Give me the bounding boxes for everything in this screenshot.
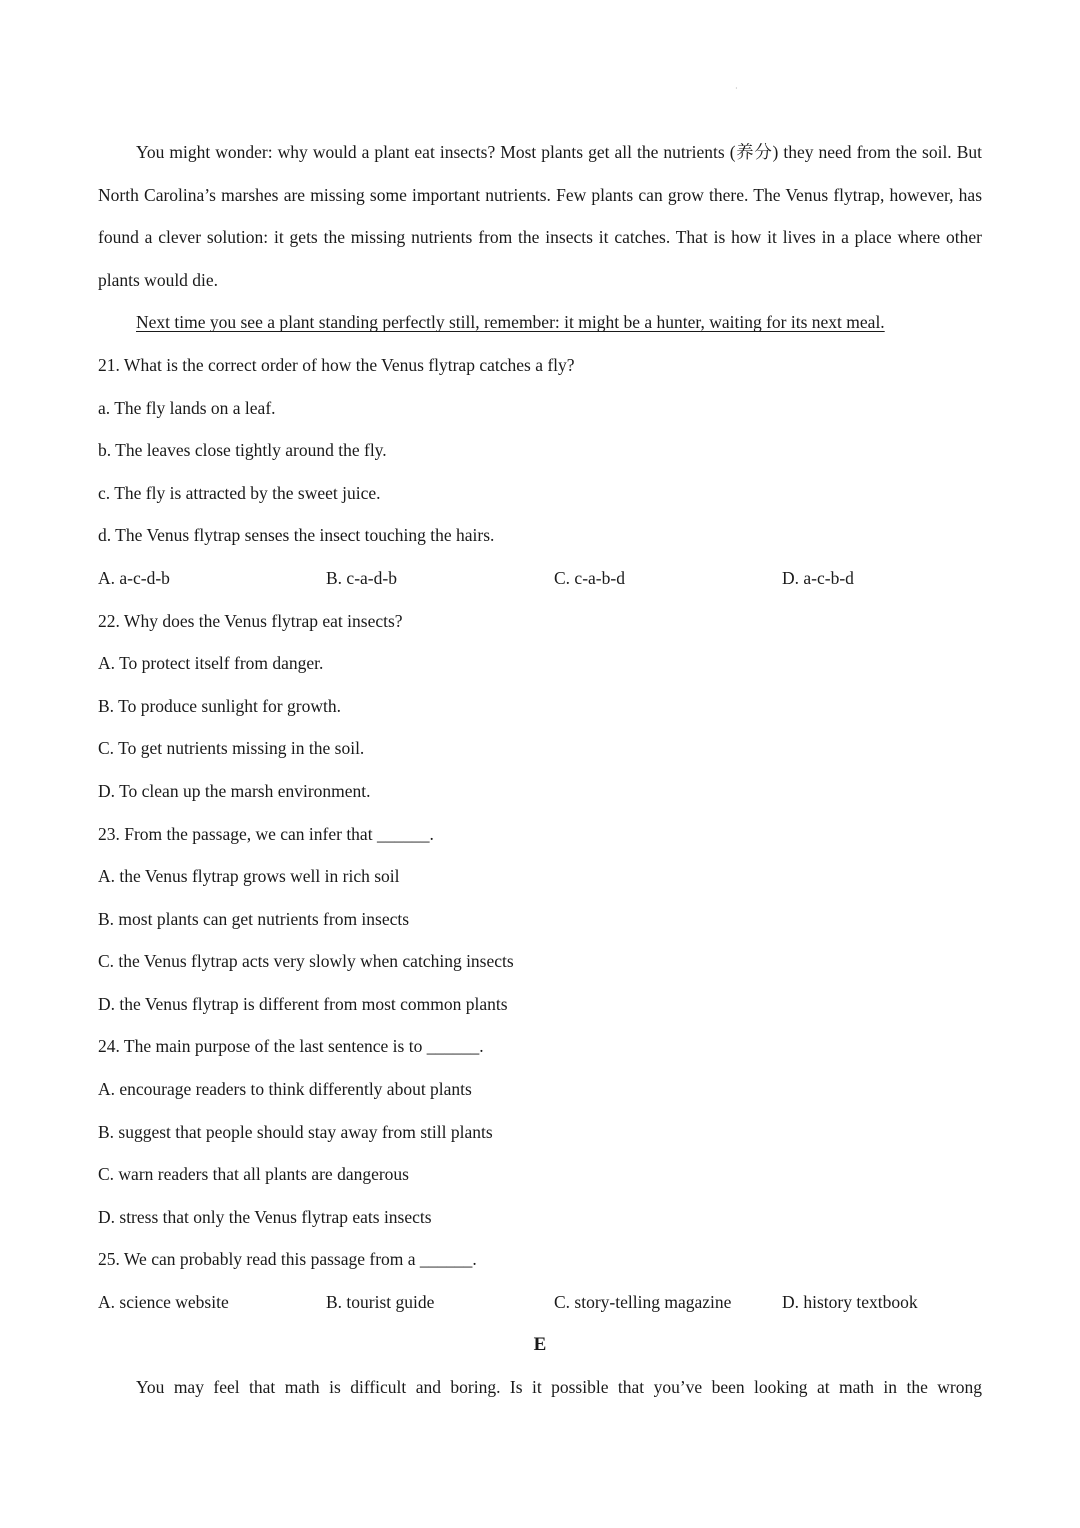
passage-paragraph-2: [98, 301, 982, 344]
q21-step-c: c. The fly is attracted by the sweet juice.: [98, 482, 381, 503]
q21-option-c: C. c-a-b-d: [554, 567, 625, 588]
q22-option-c: C. To get nutrients missing in the soil.: [98, 738, 365, 759]
question-21-options: [98, 557, 982, 600]
q23-option-b: B. most plants can get nutrients from insects: [98, 908, 410, 929]
page-content: [98, 131, 982, 1409]
q25-option-a: A. science website: [98, 1292, 229, 1313]
passage-paragraph-1: You might wonder: why would a plant eat insects? Most plants get all the nutrients (养分) they need from the soil. But North Carolina’s marshes are missing some important nutrients. Few plants can grow there. The Venus flytrap, however, has found a clever solution: it gets the missing nutrients from the insects it catches. That is how it lives in a place where other plants would die.: [98, 142, 982, 290]
question-22-stem: 22. Why does the Venus flytrap eat insects?: [98, 610, 403, 631]
q21-step-a: a. The fly lands on a leaf.: [98, 397, 276, 418]
q22-option-b: B. To produce sunlight for growth.: [98, 695, 341, 716]
q24-option-c: C. warn readers that all plants are dangerous: [98, 1164, 409, 1185]
question-25-options: [98, 1281, 982, 1324]
q22-option-d: D. To clean up the marsh environment.: [98, 780, 371, 801]
question-23-stem: 23. From the passage, we can infer that ______.: [98, 823, 434, 844]
q22-option-a: A. To protect itself from danger.: [98, 653, 324, 674]
page-mark: ·: [735, 84, 738, 93]
q23-option-c: C. the Venus flytrap acts very slowly when catching insects: [98, 951, 514, 972]
underlined-sentence: Next time you see a plant standing perfectly still, remember: it might be a hunter, waiting for its next meal.: [136, 312, 885, 333]
q23-option-a: A. the Venus flytrap grows well in rich soil: [98, 866, 400, 887]
q25-option-d: D. history textbook: [782, 1292, 918, 1313]
q21-option-b: B. c-a-d-b: [326, 567, 397, 588]
question-25-stem: 25. We can probably read this passage from a ______.: [98, 1249, 477, 1270]
question-21-stem: 21. What is the correct order of how the Venus flytrap catches a fly?: [98, 354, 575, 375]
q24-option-d: D. stress that only the Venus flytrap eats insects: [98, 1206, 432, 1227]
q25-option-b: B. tourist guide: [326, 1292, 435, 1313]
q21-step-d: d. The Venus flytrap senses the insect touching the hairs.: [98, 525, 495, 546]
q23-option-d: D. the Venus flytrap is different from most common plants: [98, 993, 508, 1014]
q24-option-b: B. suggest that people should stay away from still plants: [98, 1121, 493, 1142]
q24-option-a: A. encourage readers to think differently about plants: [98, 1079, 472, 1100]
q21-step-b: b. The leaves close tightly around the fly.: [98, 440, 387, 461]
section-e-paragraph-1: You may feel that math is difficult and boring. Is it possible that you’ve been looking at math in the wrong: [136, 1377, 982, 1398]
q21-option-a: A. a-c-d-b: [98, 567, 170, 588]
q21-option-d: D. a-c-b-d: [782, 567, 854, 588]
section-e-heading: E: [533, 1333, 547, 1355]
question-24-stem: 24. The main purpose of the last sentence is to ______.: [98, 1036, 484, 1057]
q25-option-c: C. story-telling magazine: [554, 1292, 732, 1313]
